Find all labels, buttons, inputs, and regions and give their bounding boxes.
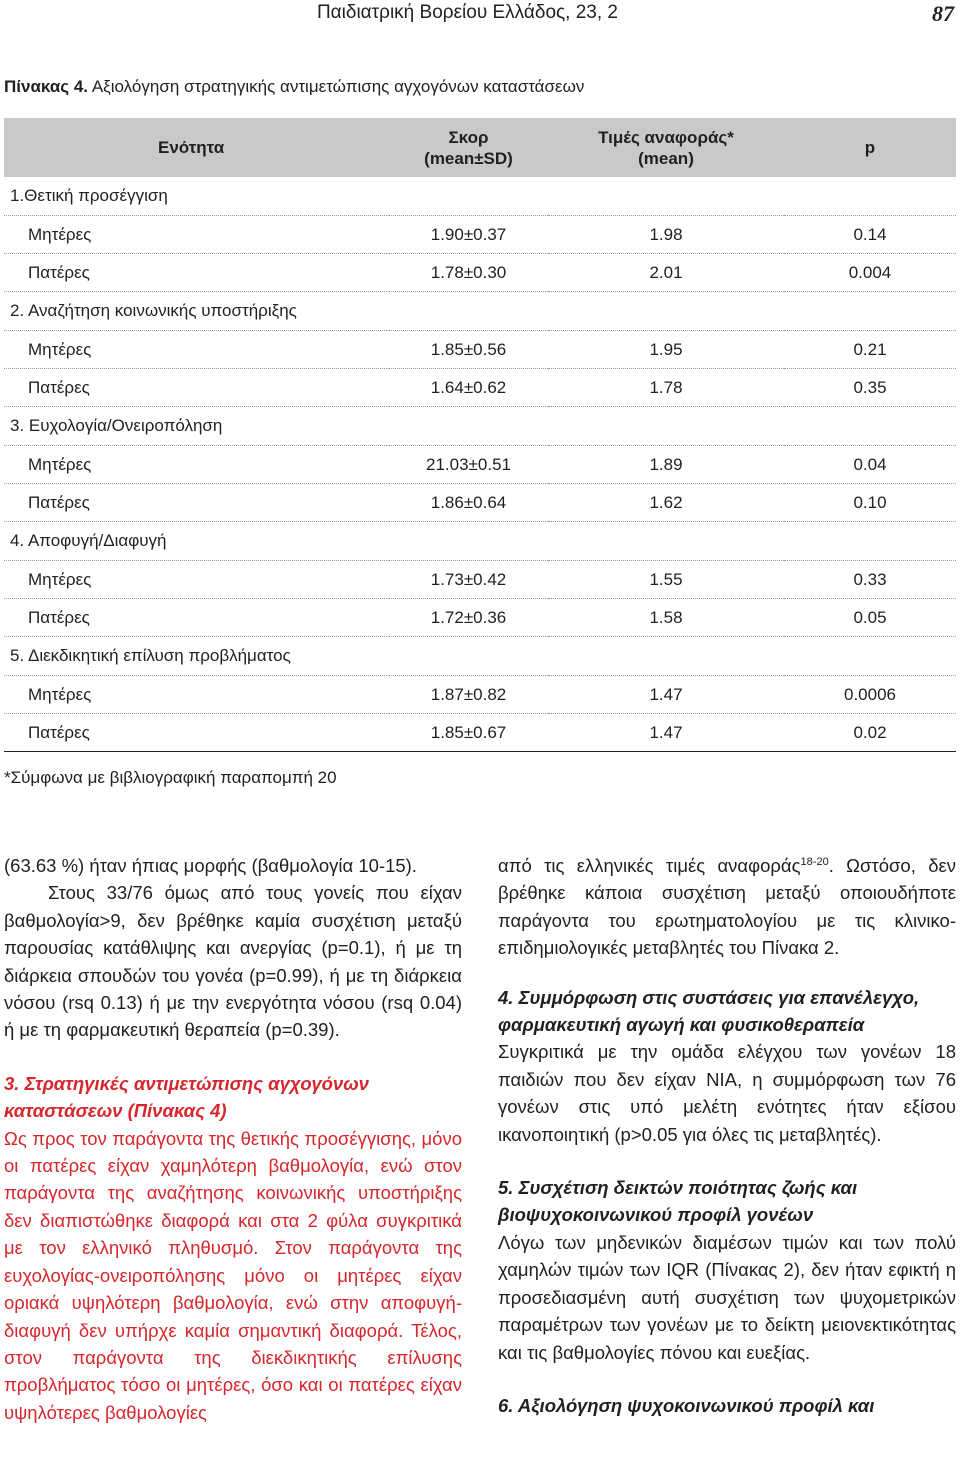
section-heading: 4. Συμμόρφωση στις συστάσεις για επανέλεγχο, φαρμακευτική αγωγή και φυσικοθεραπεία [498,986,920,1036]
header-score: Σκορ (mean±SD) [424,127,513,168]
paragraph: Λόγω των μηδενικών διαμέσων τιμών και των πολύ χαμηλών τιμών των IQR (Πίνακας 2), δεν ήταν εφικτή η προσεδιασμένη αυτή συσχέτιση των ψυχομετρικών παραμέτρων των γονέων με το δείκτη μειονεκτικότητας και τις βαθμολογίες πόνου και ευεξίας. [498,1231,956,1363]
right-text-column [498,852,956,1419]
table-section-row: 4. Αποφυγή/Διαφυγή [4,522,956,561]
running-header [0,0,960,30]
header-section: Ενότητα [158,138,225,157]
table-row: Πατέρες 1.86±0.64 1.62 0.10 [4,484,956,522]
coping-strategies-table [4,118,956,752]
table-row: Πατέρες 1.64±0.62 1.78 0.35 [4,369,956,407]
table-row: Πατέρες 1.78±0.30 2.01 0.004 [4,254,956,292]
table-row: Μητέρες 1.85±0.56 1.95 0.21 [4,331,956,369]
paragraph: Ως προς τον παράγοντα της θετικής προσέγγισης, μόνο οι πατέρες είχαν χαμηλότερη βαθμολογία, ενώ στον παράγοντα της αναζήτησης κοινωνικής υποστήριξης δεν διαπιστώθηκε διαφορά και στα 2 φύλα συγκριτικά με τον ελληνικό πληθυσμό. Στον παράγοντα της ευχολογίας-ονειροπόλησης μόνο οι μητέρες είχαν οριακά υψηλότερη βαθμολογία, ενώ στην αποφυγή-διαφυγή δεν υπήρχε καμία σημαντική διαφορά. Τέλος, στον παράγοντα της διεκδικητικής επίλυσης προβλήματος τόσο οι μητέρες, όσο και οι πατέρες είχαν υψηλότερες βαθμολογίες [4,1127,462,1423]
table-caption-label: Πίνακας 4. [4,77,89,96]
table-row: Μητέρες 1.87±0.82 1.47 0.0006 [4,676,956,714]
citation: 18-20 [800,855,829,868]
section-heading: 5. Συσχέτιση δεικτών ποιότητας ζωής και βιοψυχοκοινωνικού προφίλ γονέων [498,1177,858,1226]
table-header-row [4,118,956,177]
table-row: Πατέρες 1.85±0.67 1.47 0.02 [4,714,956,752]
paragraph: Συγκριτικά με την ομάδα ελέγχου των γονέων 18 παιδιών που δεν είχαν ΝΙΑ, η συμμόρφωση των 76 γονέων στις υπό μελέτη ενότητες ήταν εξίσου ικανοποιητική (p>0.05 για όλες τις μεταβλητές). [498,1041,956,1145]
table-section-row: 2. Αναζήτηση κοινωνικής υποστήριξης [4,292,956,331]
table-row: Μητέρες 1.73±0.42 1.55 0.33 [4,561,956,599]
table-section-row: 3. Ευχολογία/Ονειροπόληση [4,407,956,446]
table-row: Μητέρες 1.90±0.37 1.98 0.14 [4,216,956,254]
table-section-row: 5. Διεκδικητική επίλυση προβλήματος [4,637,956,676]
page-number: 87 [932,1,954,26]
table-caption-text: Αξιολόγηση στρατηγικής αντιμετώπισης αγχογόνων καταστάσεων [91,77,585,96]
table-row: Πατέρες 1.72±0.36 1.58 0.05 [4,599,956,637]
paragraph: από τις ελληνικές τιμές αναφοράς$^{18-20}$. Ωστόσο, δεν βρέθηκε κάποια συσχέτιση μεταξύ οποιουδήποτε παράγοντα του ερωτηματολογίου με τις κλινικο-επιδημιολογικές μεταβλητές του Πίνακα 2. [498,855,956,959]
section-heading: 6. Αξιολόγηση ψυχοκοινωνικού προφίλ και [498,1394,875,1416]
table-row: Μητέρες 21.03±0.51 1.89 0.04 [4,446,956,484]
table-footnote: *Σύμφωνα με βιβλιογραφική παραπομπή 20 [4,768,337,787]
header-reference: Τιμές αναφοράς* (mean) [598,127,734,168]
paragraph: Στους 33/76 όμως από τους γονείς που είχαν βαθμολογία>9, δεν βρέθηκε καμία συσχέτιση μεταξύ παρουσίας κατάθλιψης και ανεργίας (p=0.1), ή με τη διάρκεια σπουδών του γονέα (p=0.99), ή με τη διάρκεια νόσου (rsq 0.13) ή με την ενεργότητα νόσου (rsq 0.04) ή με τη φαρμακευτική θεραπεία (p=0.39). [4,882,462,1041]
table-caption [4,77,584,97]
journal-title: Παιδιατρική Βορείου Ελλάδος, 23, 2 [316,2,618,23]
paragraph: (63.63 %) ήταν ήπιας μορφής (βαθμολογία 10-15). [4,855,417,876]
header-p: p [864,138,876,157]
left-text-column [4,852,462,1426]
section-heading: 3. Στρατηγικές αντιμετώπισης αγχογόνων καταστάσεων (Πίνακας 4) [4,1072,369,1122]
table-section-row: 1.Θετική προσέγγιση [4,177,956,216]
